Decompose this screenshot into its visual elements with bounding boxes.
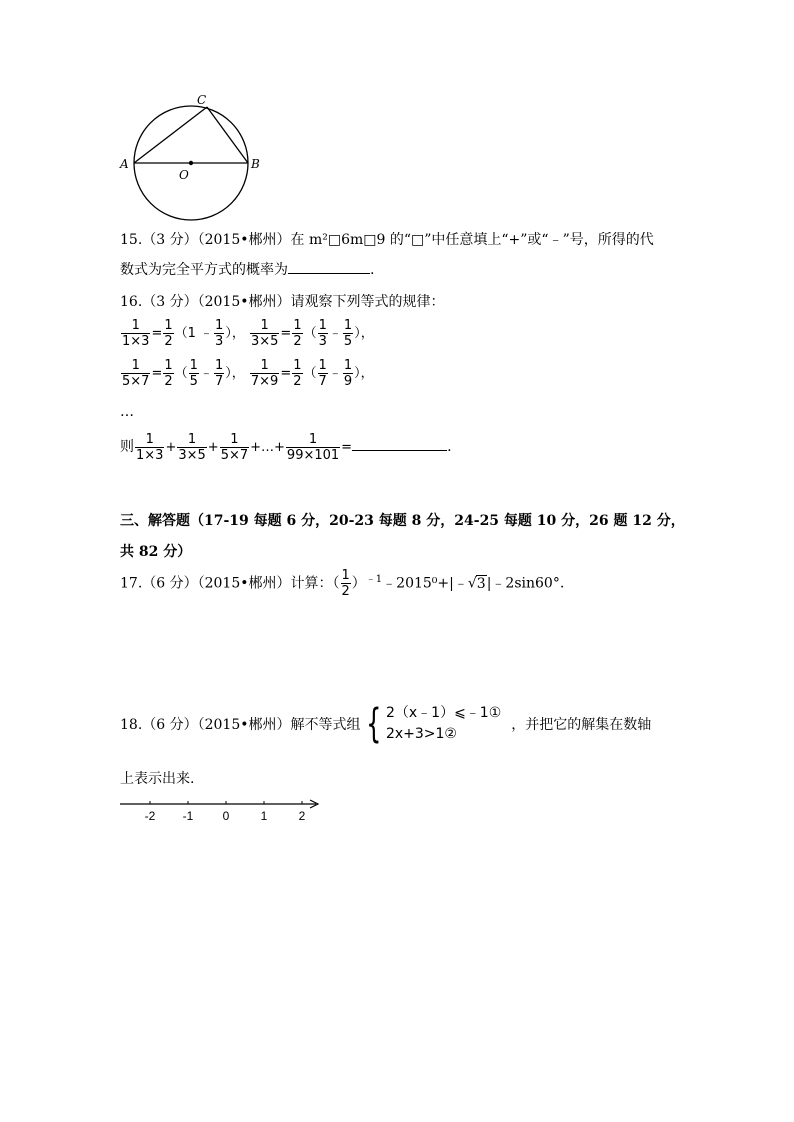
- tick-label: 2: [298, 809, 306, 823]
- sqrt-sign: √: [467, 575, 477, 592]
- fraction: $\frac{1}{2}$: [164, 318, 173, 349]
- q15-period: .: [370, 262, 375, 278]
- q15-line2-text: 数式为完全平方式的概率为: [120, 262, 288, 278]
- q15-line2: [120, 259, 374, 279]
- label-a: A: [120, 157, 129, 171]
- inequality-1: 2（x﹣1）⩽﹣1①: [385, 705, 502, 721]
- fraction: $\frac{1}{2}$: [293, 358, 302, 389]
- tick-label: -2: [144, 809, 156, 823]
- label-c: C: [197, 93, 207, 107]
- center-point-o: [189, 161, 193, 165]
- tick-label: 1: [260, 809, 268, 823]
- q15-line1: 15.（3 分）（2015•郴州）在 m²□6m□9 的“□”中任意填上“+”或“﹣”号，所得的代: [120, 232, 654, 248]
- fraction: $\frac{1}{1\times 3}$: [122, 318, 150, 349]
- q16-sum: 则 $\frac{1}{1\times 3}$ + $\frac{1}{3\times 5}$ + $\frac{1}{5\times 7}$ +…+ $\frac{1}{99\times 101}$ = .: [120, 432, 452, 463]
- q18: 18.（6 分）（2015•郴州）解不等式组 { 2（x﹣1）⩽﹣1① 2x+3>1② ，并把它的解集在数轴: [120, 701, 652, 747]
- q18-line2: 上表示出来.: [120, 771, 195, 787]
- q16-row2: $\frac{1}{5\times 7}$ = $\frac{1}{2}$ （ $\frac{1}{5}$ ﹣ $\frac{1}{7}$ ）， $\frac{1}{7\times 9}$ = $\frac{1}{2}$ （ $\frac{1}{7}$ ﹣ $\frac{1}{9}$ ），: [122, 358, 374, 389]
- q16-ellipsis: …: [120, 404, 134, 420]
- q16-header: 16.（3 分）（2015•郴州）请观察下列等式的规律：: [120, 294, 445, 310]
- fraction: $\frac{1}{7\times 9}$: [250, 358, 279, 389]
- answer-blank[interactable]: [352, 450, 447, 451]
- brace-symbol: {: [365, 701, 381, 747]
- label-b: B: [251, 157, 260, 171]
- tick-label: -1: [182, 809, 194, 823]
- fraction: $\frac{1}{2}$: [293, 318, 302, 349]
- fraction: $\frac{1}{3\times 5}$: [178, 432, 206, 463]
- tick-label: 0: [222, 809, 230, 823]
- fraction: $\frac{1}{3\times 5}$: [250, 318, 279, 349]
- fraction: $\frac{1}{5\times 7}$: [122, 358, 150, 389]
- label-o: O: [179, 168, 189, 182]
- fraction: $\frac{1}{5}$: [343, 318, 353, 349]
- inequality-system: [386, 703, 501, 745]
- section-header-line2: 共 82 分）: [120, 544, 192, 560]
- fraction: $\frac{1}{7}$: [214, 358, 224, 389]
- fraction: $\frac{1}{3}$: [215, 318, 224, 349]
- number-line: [118, 795, 328, 825]
- q16-row1: $\frac{1}{1\times 3}$ = $\frac{1}{2}$ （1 ﹣ $\frac{1}{3}$ ）， $\frac{1}{3\times 5}$ = $\frac{1}{2}$ （ $\frac{1}{3}$ ﹣ $\frac{1}{5}$ ），: [122, 318, 374, 349]
- fraction: $\frac{1}{9}$: [343, 358, 353, 389]
- sqrt-radicand: 3: [476, 575, 486, 592]
- fraction: $\frac{1}{2}$: [341, 568, 350, 599]
- answer-blank[interactable]: [288, 273, 370, 274]
- fraction: $\frac{1}{99\times 101}$: [286, 432, 340, 463]
- fraction: $\frac{1}{7}$: [318, 358, 327, 389]
- fraction: $\frac{1}{2}$: [164, 358, 173, 389]
- circle-figure: [115, 88, 275, 228]
- fraction: $\frac{1}{5\times 7}$: [220, 432, 249, 463]
- fraction: $\frac{1}{3}$: [318, 318, 327, 349]
- fraction: $\frac{1}{5}$: [189, 358, 198, 389]
- fraction: $\frac{1}{1\times 3}$: [136, 432, 164, 463]
- inequality-2: 2x+3>1②: [385, 726, 457, 742]
- chord-bc: [207, 107, 248, 163]
- q17: 17.（6 分）（2015•郴州）计算：（ $\frac{1}{2}$ ）$^{﹣1}$﹣2015⁰+|﹣√3|﹣2sin60°.: [120, 568, 565, 599]
- chord-ac: [134, 107, 207, 163]
- section-header: 三、解答题（17-19 每题 6 分，20-23 每题 8 分，24-25 每题 10 分，26 题 12 分，: [120, 513, 685, 529]
